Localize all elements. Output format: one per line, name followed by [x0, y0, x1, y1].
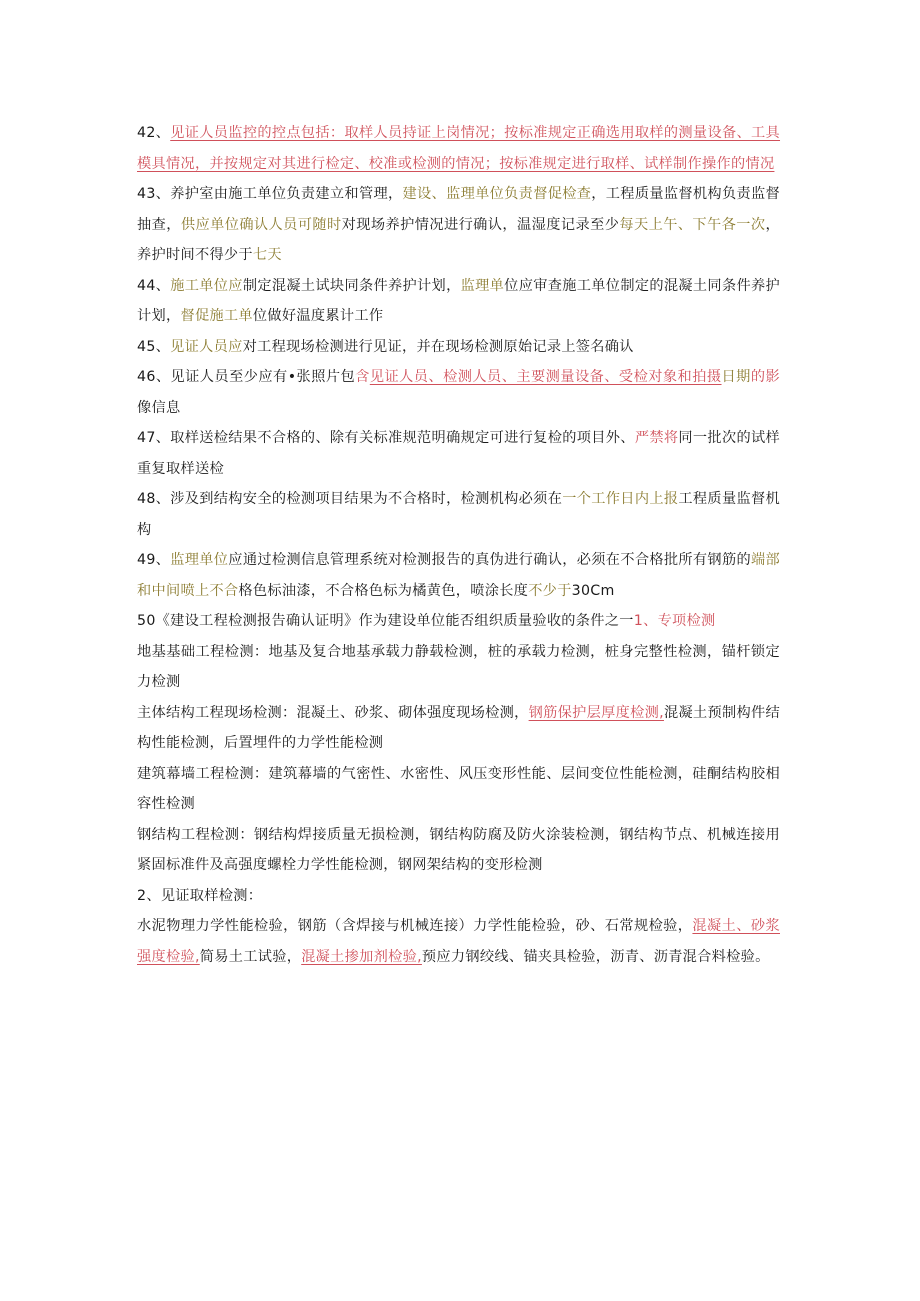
item-46	[137, 362, 780, 423]
main-structure-paragraph	[137, 698, 780, 759]
item-43-text-2: ，工程质量监督机构负责监督抽查，	[137, 186, 780, 233]
item-45-text: 对工程现场检测进行见证，并在现场检测原始记录上签名确认	[242, 338, 634, 355]
witness-underlined-1: 混凝土、砂浆强度检验,	[137, 918, 780, 965]
witness-text-2: 简易土工试验，	[199, 948, 302, 965]
steel-text: 钢结构工程检测：钢结构焊接质量无损检测，钢结构防腐及防火涂装检测，钢结构节点、机械连接用紧固标准件及高强度螺栓力学性能检测，钢网架结构的变形检测	[137, 826, 780, 873]
item-43-highlight-1: 建设、监理单位负责督促检查	[402, 186, 592, 202]
item-49	[137, 545, 780, 606]
item-50-text: 50《建设工程检测报告确认证明》作为建设单位能否组织质量验收的条件之一	[137, 613, 634, 629]
item-47	[137, 423, 780, 484]
item-44-highlight-2: 监理单	[460, 277, 505, 294]
item-44-text-3: 位做好温度累计工作	[252, 308, 384, 324]
item-45-highlight: 见证人员应	[170, 338, 243, 355]
curtain-wall-paragraph	[137, 759, 780, 820]
item-45-number: 45、	[137, 338, 171, 355]
item-50-highlight: 1、专项检测	[633, 613, 716, 629]
main-structure-text-1: 主体结构工程现场检测：混凝土、砂浆、砌体强度现场检测，	[137, 704, 529, 721]
item-49-number: 49、	[137, 552, 171, 568]
main-structure-text-2: 混凝土预制构件结构性能检测，后置埋件的力学性能检测	[137, 704, 781, 751]
item-46-highlight-1: 含	[355, 369, 370, 385]
item-48	[137, 484, 780, 545]
item-47-text-1: 47、取样送检结果不合格的、除有关标准规范明确规定可进行复检的项目外、	[137, 430, 635, 446]
witness-title-text: 2、见证取样检测：	[137, 887, 263, 904]
item-44-text-1: 制定混凝土试块同条件养护计划，	[242, 277, 461, 294]
item-44-highlight-3: 督促施工单	[180, 308, 253, 324]
item-49-text-1: 应通过检测信息管理系统对检测报告的真伪进行确认，必须在不合格批所有钢筋的	[228, 552, 751, 568]
foundation-paragraph	[137, 637, 780, 698]
item-43-highlight-4: 七天	[252, 247, 282, 263]
item-44	[137, 271, 780, 332]
curtain-wall-text: 建筑幕墙工程检测：建筑幕墙的气密性、水密性、风压变形性能、层间变位性能检测，硅酮结构胶相容性检测	[137, 765, 780, 812]
item-47-text-2: 同一批次的试样重复取样送检	[137, 430, 780, 477]
item-49-text-2: 格色标油漆，不合格色标为橘黄色，喷涂长度	[238, 582, 529, 599]
item-46-highlight-3: 的影	[750, 369, 780, 385]
item-42-number: 42、	[137, 125, 171, 141]
item-49-highlight-2: 端部和中间喷上不合	[137, 552, 781, 599]
item-42	[137, 118, 780, 179]
item-48-text-2: 工程质量监督机构	[137, 491, 780, 538]
witness-text-1: 水泥物理力学性能检验，钢筋（含焊接与机械连接）力学性能检验，砂、石常规检验，	[137, 918, 693, 934]
item-43-highlight-3: 每天上午、下午各一次	[619, 216, 766, 233]
witness-title	[137, 881, 780, 912]
item-49-highlight-3: 不少于	[528, 582, 572, 599]
item-47-highlight: 严禁将	[634, 430, 679, 446]
item-42-text: 见证人员监控的控点包括：取样人员持证上岗情况；按标准规定正确选用取样的测量设备、工具模具情况，并按规定对其进行检定、校准或检测的情况；按标准规定进行取样、试样制作操作的情况	[137, 125, 781, 172]
witness-underlined-2: 混凝土掺加剂检验,	[301, 948, 422, 965]
item-43	[137, 179, 780, 271]
item-43-text-4: ，养护时间不得少于	[137, 216, 780, 263]
witness-paragraph	[137, 911, 780, 972]
item-46-highlight-2: 日期	[721, 369, 751, 385]
item-46-underlined: 见证人员、检测人员、主要测量设备、受检对象和拍摄	[369, 369, 722, 385]
witness-text-3: 预应力钢绞线、锚夹具检验，沥青、沥青混合料检验。	[421, 948, 770, 965]
item-48-highlight: 一个工作日内上报	[562, 491, 679, 507]
main-structure-underlined: 钢筋保护层厚度检测,	[528, 704, 664, 721]
item-44-text-2: 位应审查施工单位制定的混凝土同条件养护计划，	[137, 277, 780, 324]
steel-paragraph	[137, 820, 780, 881]
item-44-highlight-1: 施工单位应	[170, 277, 243, 294]
item-49-highlight-1: 监理单位	[170, 552, 229, 568]
foundation-text: 地基基础工程检测：地基及复合地基承载力静载检测，桩的承载力检测，桩身完整性检测，锚杆锁定力检测	[137, 643, 780, 690]
item-49-text-3: 30Cm	[571, 582, 615, 599]
item-43-text-3: 对现场养护情况进行确认，温湿度记录至少	[341, 216, 620, 233]
item-44-number: 44、	[137, 277, 171, 294]
item-45	[137, 332, 780, 363]
item-48-text-1: 48、涉及到结构安全的检测项目结果为不合格时，检测机构必须在	[137, 491, 563, 507]
item-50	[137, 606, 780, 637]
item-43-highlight-2: 供应单位确认人员可随时	[180, 216, 342, 233]
item-46-text-1: 46、见证人员至少应有•张照片包	[137, 369, 356, 385]
item-43-text-1: 43、养护室由施工单位负责建立和管理，	[137, 186, 403, 202]
item-46-text-2: 像信息	[137, 399, 181, 416]
